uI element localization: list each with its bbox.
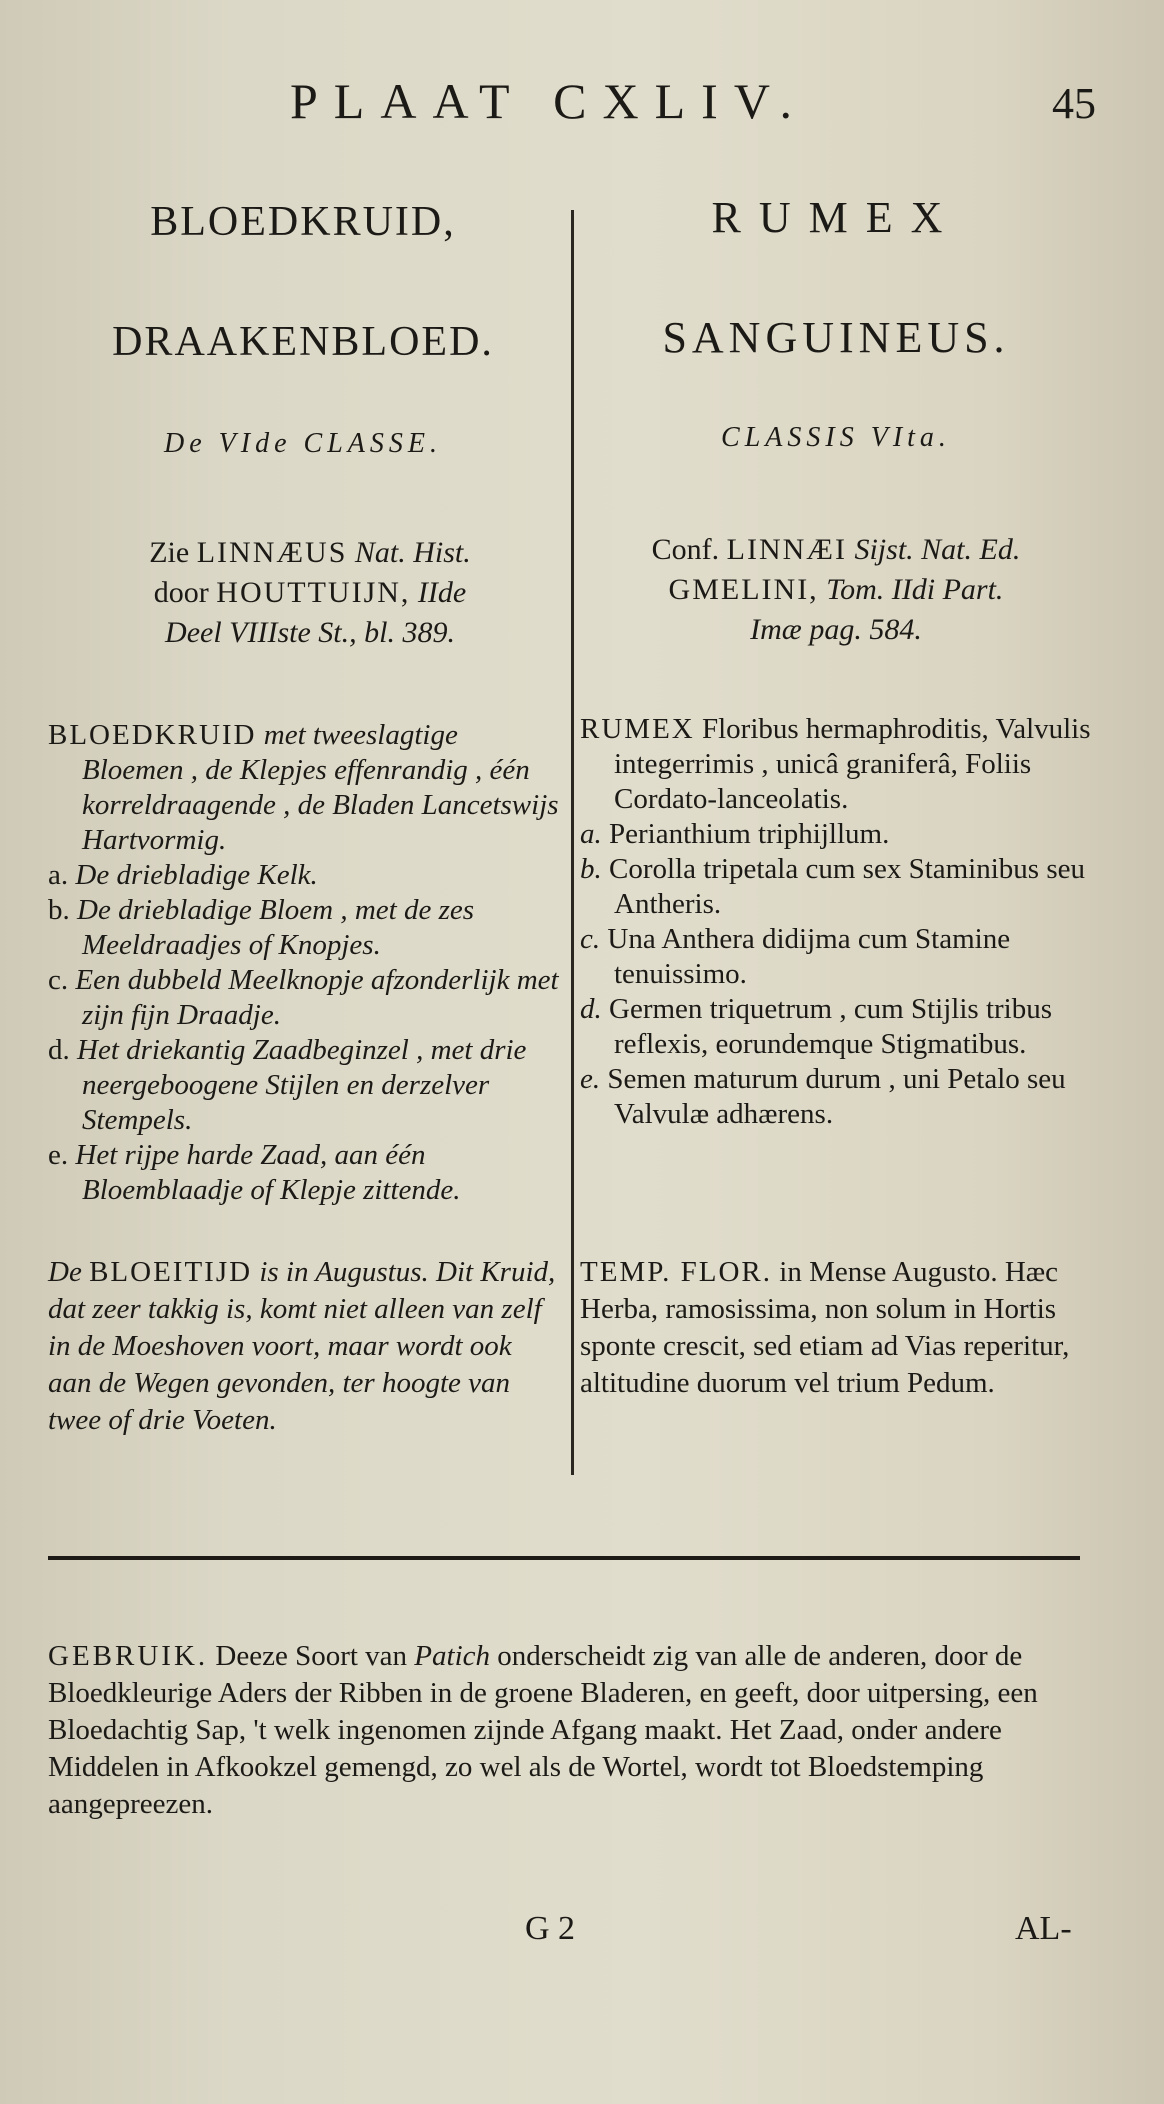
right-ref-work: Sijst. Nat. Ed.: [854, 533, 1021, 566]
left-diagnosis: [48, 718, 560, 858]
right-flor-body: in Mense Augusto. Hæc Herba, ramosissima, non solum in Hortis sponte crescit, sed etiam ad Vias reperitur, altitudine duorum vel trium Pedum.: [580, 1256, 1070, 1399]
left-item-letter: a.: [48, 859, 69, 891]
right-item-b: [580, 852, 1092, 922]
left-item-letter: e.: [48, 1139, 69, 1171]
right-ref-page: Imæ pag. 584.: [750, 613, 922, 646]
right-item-text: Semen maturum durum , uni Petalo seu Valvulæ adhærens.: [607, 1063, 1066, 1130]
right-item-text: Corolla tripetala cum sex Staminibus seu Antheris.: [609, 853, 1085, 920]
right-item-text: Una Anthera didijma cum Stamine tenuissimo.: [607, 923, 1011, 990]
left-reference: [60, 533, 560, 653]
right-reference: [580, 530, 1092, 650]
left-flowering: [48, 1254, 560, 1439]
left-flor-label: BLOEITIJD: [89, 1256, 253, 1288]
right-item-text: Perianthium triphijllum.: [609, 818, 890, 850]
left-title-line2: DRAAKENBLOED.: [112, 319, 494, 365]
right-item-letter: b.: [580, 853, 602, 885]
left-ref-volume: Deel VIIIste St., bl. 389.: [165, 616, 455, 649]
left-item-letter: d.: [48, 1034, 70, 1066]
right-item-c: [580, 922, 1092, 992]
left-ref-author: LINNÆUS: [196, 536, 348, 569]
right-classis: CLASSIS VIta.: [721, 422, 951, 453]
left-ref-door: door: [153, 576, 209, 609]
left-item-text: Een dubbeld Meelknopje afzonderlijk met zijn fijn Draadje.: [75, 964, 559, 1031]
right-title-line2: SANGUINEUS.: [662, 313, 1010, 362]
usage-text-italic: Patich: [414, 1640, 490, 1672]
right-item-letter: c.: [580, 923, 601, 955]
right-ref-line3: [580, 610, 1092, 650]
left-diagnosis-text: met tweeslagtige Bloemen , de Klepjes effenrandig , één korreldraagende , de Bladen Lancetswijs Hartvormig.: [82, 719, 559, 856]
section-rule: [48, 1556, 1080, 1560]
left-flor-body: is in Augustus. Dit Kruid, dat zeer takkig is, komt niet alleen van zelf in de Moeshoven voort, maar wordt ook aan de Wegen gevonden, ter hoogte van twee of drie Voeten.: [48, 1256, 556, 1436]
usage-text-a: Deeze Soort van: [215, 1640, 408, 1672]
left-description: [48, 718, 560, 1208]
column-divider: [571, 210, 574, 1475]
right-description: [580, 712, 1092, 1132]
left-diagnosis-lead: BLOEDKRUID: [48, 719, 257, 751]
left-ref-line3: [60, 613, 560, 653]
left-item-c: [48, 963, 560, 1033]
right-ref-line1: [580, 530, 1092, 570]
right-ref-author: LINNÆI: [726, 533, 847, 566]
right-diagnosis-lead: RUMEX: [580, 713, 695, 745]
page-number: 45: [1052, 79, 1096, 128]
usage-text-b: onderscheidt zig van alle de anderen, door de Bloedkleurige Aders der Ribben in de groene Bladeren, en geeft, door uitpersing, een Bloedachtig Sap, 't welk ingenomen zijnde Afgang maakt. Het Zaad, onder andere Middelen in Afkookzel gemengd, zo wel als de Wortel, wordt tot Bloedstemping aangepreezen.: [48, 1640, 1038, 1820]
right-item-letter: e.: [580, 1063, 601, 1095]
left-item-text: Het rijpe harde Zaad, aan één Bloemblaadje of Klepje zittende.: [75, 1139, 461, 1206]
signature-mark: G 2: [525, 1910, 576, 1947]
left-item-b: [48, 893, 560, 963]
right-item-d: [580, 992, 1092, 1062]
left-item-text: De driebladige Bloem , met de zes Meeldraadjes of Knopjes.: [77, 894, 475, 961]
right-ref-conf: Conf.: [651, 533, 720, 566]
left-item-text: De driebladige Kelk.: [75, 859, 318, 891]
right-flowering: [580, 1254, 1092, 1402]
left-ref-zie: Zie: [149, 536, 190, 569]
left-item-letter: b.: [48, 894, 70, 926]
left-ref-line2: [60, 573, 560, 613]
usage-paragraph: [48, 1638, 1108, 1823]
usage-label: GEBRUIK.: [48, 1640, 209, 1672]
right-flor-label: TEMP. FLOR.: [580, 1256, 773, 1288]
left-classe-word: CLASSE.: [303, 428, 442, 459]
right-item-text: Germen triquetrum , cum Stijlis tribus reflexis, eorundemque Stigmatibus.: [609, 993, 1053, 1060]
catchword: AL-: [1015, 1910, 1072, 1947]
plate-title: PLAAT CXLIV.: [290, 73, 808, 129]
left-flor-de: De: [48, 1256, 82, 1288]
right-ref-line2: [580, 570, 1092, 610]
left-item-a: [48, 858, 560, 893]
right-diagnosis-text: Floribus hermaphroditis, Valvulis integerrimis , unicâ graniferâ, Foliis Cordato-lanceolatis.: [614, 713, 1091, 815]
right-title-line1: RUMEX: [711, 193, 961, 242]
left-ref-work: Nat. Hist.: [354, 536, 471, 569]
left-item-letter: c.: [48, 964, 69, 996]
right-ref-editor: GMELINI,: [668, 573, 819, 606]
right-item-a: [580, 817, 1092, 852]
right-ref-part: Tom. IIdi Part.: [826, 573, 1004, 606]
left-flowering-text: [48, 1254, 560, 1439]
right-diagnosis: [580, 712, 1092, 817]
left-classe: [48, 428, 558, 460]
right-item-letter: d.: [580, 993, 602, 1025]
left-item-text: Het driekantig Zaadbeginzel , met drie neergeboogene Stijlen en derzelver Stempels.: [77, 1034, 527, 1136]
right-item-e: [580, 1062, 1092, 1132]
left-ref-line1: [60, 533, 560, 573]
left-ref-translator: HOUTTUIJN,: [216, 576, 411, 609]
left-ref-part: IIde: [417, 576, 467, 609]
left-item-e: [48, 1138, 560, 1208]
left-classe-prefix: De VIde: [164, 428, 292, 459]
right-item-letter: a.: [580, 818, 602, 850]
left-item-d: [48, 1033, 560, 1138]
right-flowering-text: [580, 1254, 1092, 1402]
left-title-line1: BLOEDKRUID,: [150, 199, 456, 245]
